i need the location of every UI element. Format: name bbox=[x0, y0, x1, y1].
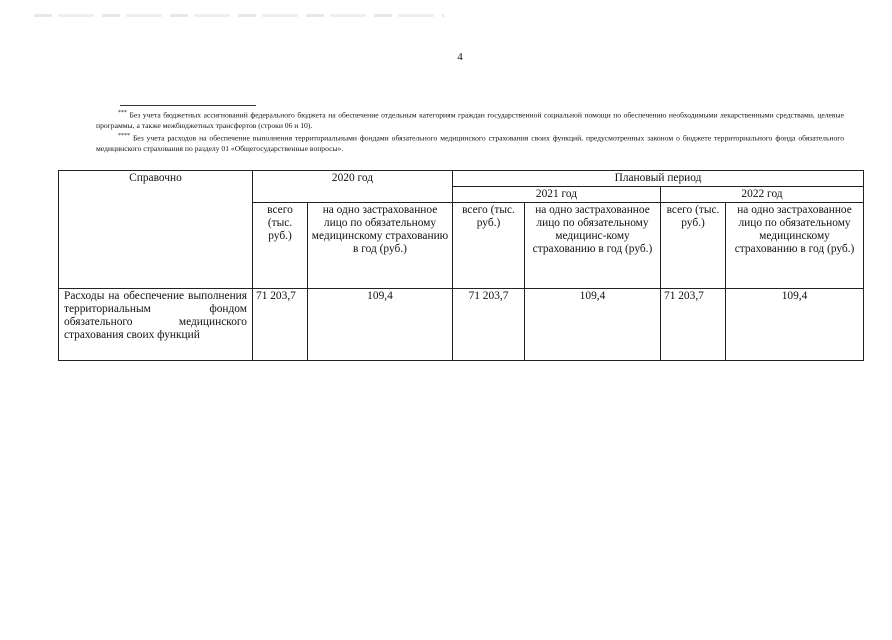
footnotes bbox=[96, 108, 844, 154]
cell-per-insured-2020: 109,4 bbox=[308, 289, 453, 361]
row-label: Расходы на обеспечение выполнения территориальным фондом обязательного медицинского страхования своих функций bbox=[59, 289, 253, 361]
subheader-per-insured-2022: на одно застрахованное лицо по обязательному медицинскому страхованию в год (руб.) bbox=[726, 203, 864, 289]
table-header-row bbox=[59, 171, 864, 187]
header-2021: 2021 год bbox=[453, 187, 661, 203]
header-planned-period: Плановый период bbox=[453, 171, 864, 187]
subheader-per-insured-2020: на одно застрахованное лицо по обязательному медицинскому страхованию в год (руб.) bbox=[308, 203, 453, 289]
page-number: 4 bbox=[457, 51, 463, 63]
footnote-text: Без учета расходов на обеспечение выполнения территориальными фондами обязательного медицинского страхования своих функций, предусмотренных законом о бюджете территориального фонда обязательного медицинского страхования по разделу 01 «Общегосударственные вопросы». bbox=[96, 133, 845, 153]
footnote-text: Без учета бюджетных ассигнований федерального бюджета на обеспечение отдельным категориям граждан государственной социальной помощи по обеспечению необходимыми лекарственными средствами, целевые программы, а также межбюджетных трансфертов (строки 06 и 10). bbox=[96, 110, 844, 130]
cell-total-2022: 71 203,7 bbox=[661, 289, 726, 361]
cell-per-insured-2021: 109,4 bbox=[525, 289, 661, 361]
footnote-separator bbox=[120, 105, 256, 106]
reference-table bbox=[58, 170, 864, 361]
header-2022: 2022 год bbox=[661, 187, 864, 203]
footnote-marker: *** bbox=[118, 110, 127, 116]
subheader-total-2020: всего (тыс. руб.) bbox=[253, 203, 308, 289]
subheader-total-2022: всего (тыс. руб.) bbox=[661, 203, 726, 289]
subheader-total-2021: всего (тыс. руб.) bbox=[453, 203, 525, 289]
header-2020: 2020 год bbox=[253, 171, 453, 203]
scan-artifact bbox=[34, 14, 444, 17]
subheader-per-insured-2021: на одно застрахованное лицо по обязательному медицинс-кому страхованию в год (руб.) bbox=[525, 203, 661, 289]
header-reference: Справочно bbox=[59, 171, 253, 289]
cell-per-insured-2022: 109,4 bbox=[726, 289, 864, 361]
cell-total-2020: 71 203,7 bbox=[253, 289, 308, 361]
footnote-marker: **** bbox=[118, 132, 130, 139]
cell-total-2021: 71 203,7 bbox=[453, 289, 525, 361]
table-row bbox=[59, 289, 864, 361]
footnote bbox=[96, 131, 844, 154]
footnote bbox=[96, 108, 844, 131]
